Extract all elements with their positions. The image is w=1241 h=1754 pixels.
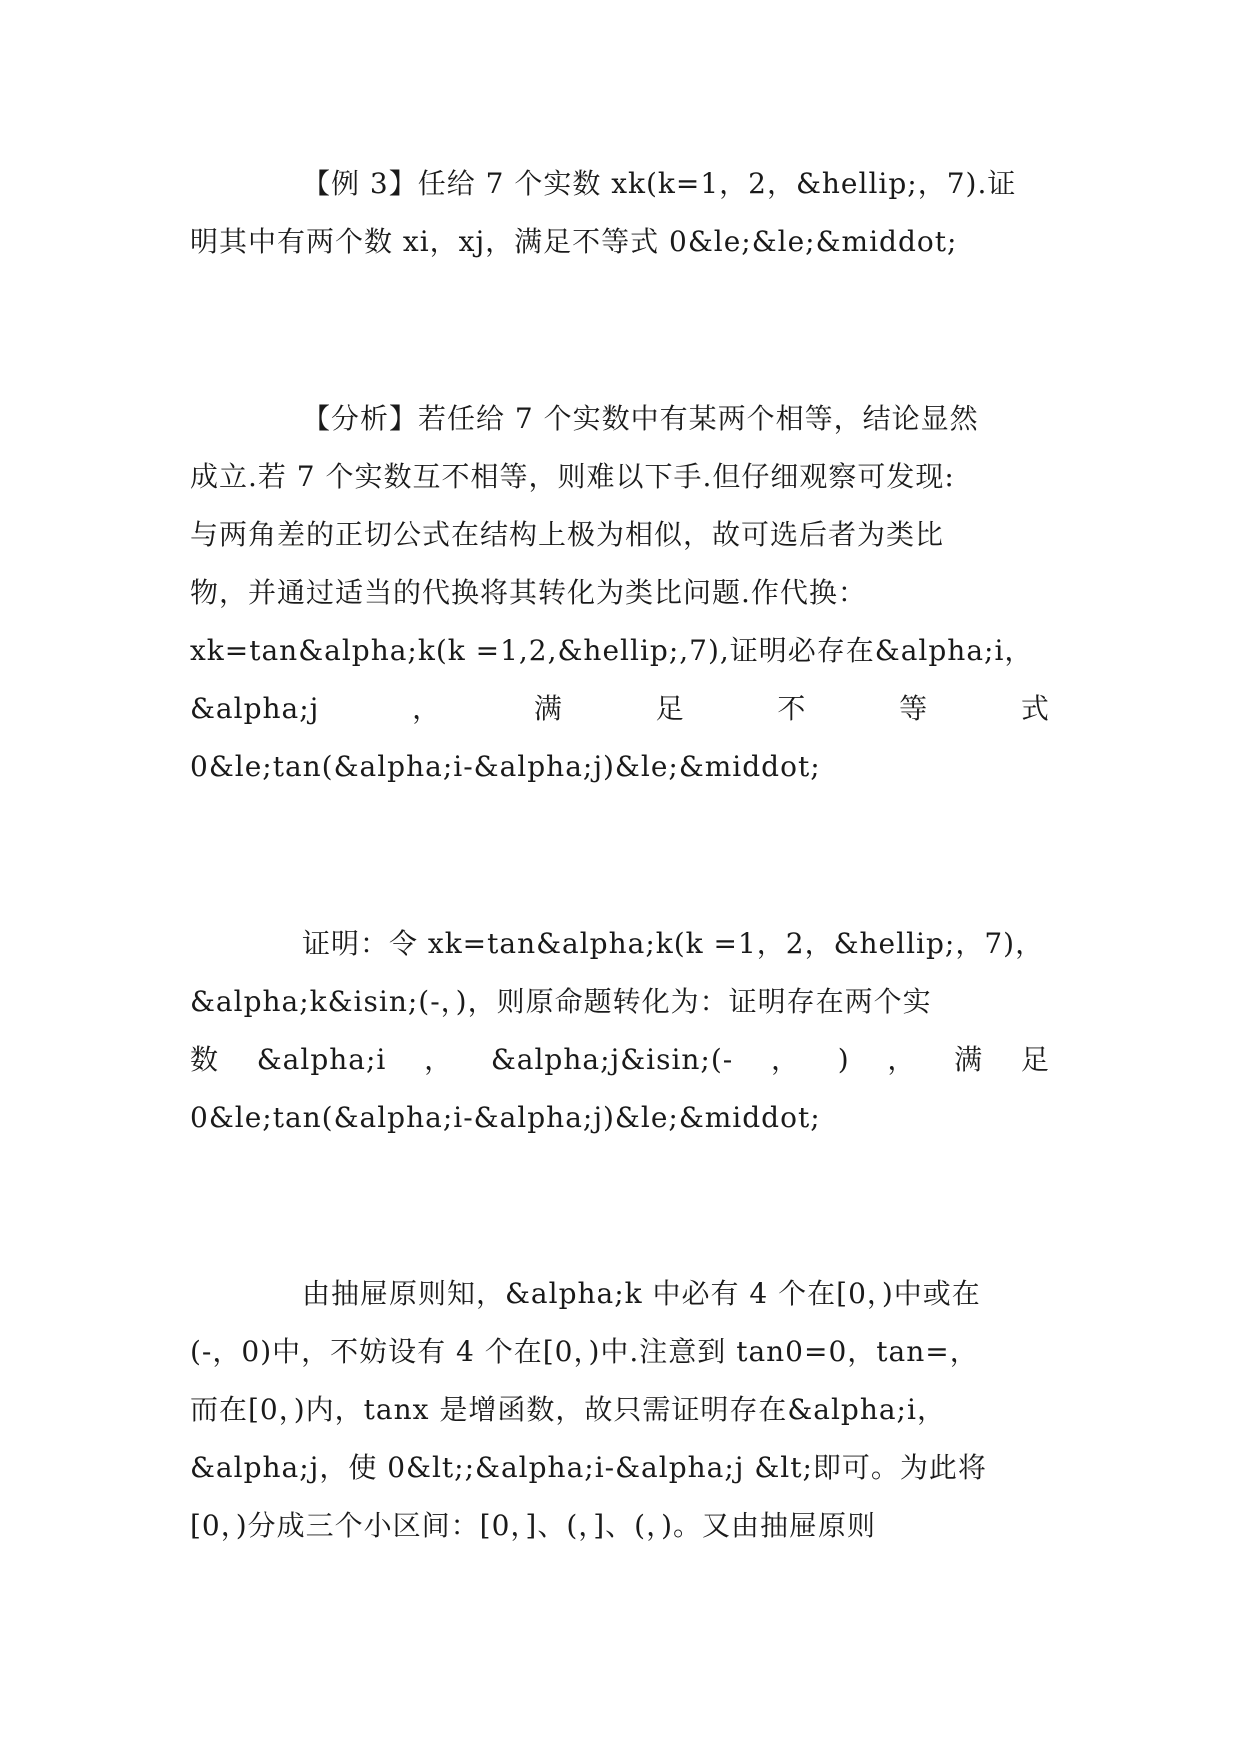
paragraph-line: 而在[0，)内，tanx 是增函数，故只需证明存在&alpha;i， (190, 1393, 946, 1426)
line-token: ， (887, 1043, 917, 1076)
paragraph-line: &alpha;k&isin;(-，)，则原命题转化为：证明存在两个实 (190, 985, 932, 1018)
line-token: &alpha;j (190, 692, 320, 725)
line-token: ， (412, 692, 442, 725)
proof-paragraph (190, 915, 1050, 1147)
paragraph-line: 与两角差的正切公式在结构上极为相似，故可选后者为类比 (190, 518, 945, 551)
line-token: 满 (954, 1043, 984, 1076)
paragraph-line: 成立.若 7 个实数互不相等，则难以下手.但仔细观察可发现: (190, 460, 955, 493)
analysis-paragraph (190, 390, 1050, 796)
line-token: 足 (655, 692, 685, 725)
paragraph-line: 明其中有两个数 xi，xj，满足不等式 0&le;&le;&middot; (190, 225, 958, 258)
line-token: 数 (190, 1043, 220, 1076)
paragraph-line: [0，)分成三个小区间：[0，]、(，]、(，)。又由抽屉原则 (190, 1509, 877, 1542)
paragraph-line: 【分析】若任给 7 个实数中有某两个相等，结论显然 (302, 402, 979, 435)
paragraph-line: 0&le;tan(&alpha;i-&alpha;j)&le;&middot; (190, 750, 821, 783)
example-paragraph (190, 155, 1050, 271)
paragraph-line: 物，并通过适当的代换将其转化为类比问题.作代换： (190, 576, 867, 609)
line-token: 不 (777, 692, 807, 725)
paragraph-line: xk=tan&alpha;k(k =1,2,&hellip;,7),证明必存在&alpha;i， (190, 634, 1034, 667)
line-token: ) (837, 1043, 850, 1076)
pigeonhole-paragraph (190, 1265, 1050, 1555)
paragraph-line: 证明：令 xk=tan&alpha;k(k =1，2，&hellip;，7)， (302, 927, 1045, 960)
line-token: ， (424, 1043, 454, 1076)
paragraph-line: &alpha;j，使 0&lt;;&alpha;i-&alpha;j &lt;即可。为此将 (190, 1451, 987, 1484)
justified-paragraph-line (190, 680, 1050, 738)
paragraph-line: 【例 3】任给 7 个实数 xk(k=1，2，&hellip;，7).证 (302, 167, 1017, 200)
paragraph-line: (-，0)中，不妨设有 4 个在[0，)中.注意到 tan0=0，tan=， (190, 1335, 979, 1368)
line-token: 等 (899, 692, 929, 725)
line-token: 式 (1020, 692, 1050, 725)
line-token: &alpha;j&isin;(- (490, 1043, 734, 1076)
line-token: 满 (533, 692, 563, 725)
paragraph-line: 由抽屉原则知，&alpha;k 中必有 4 个在[0，)中或在 (302, 1277, 981, 1310)
line-token: &alpha;i (256, 1043, 387, 1076)
justified-paragraph-line (190, 1031, 1050, 1089)
line-token: ， (771, 1043, 801, 1076)
paragraph-line: 0&le;tan(&alpha;i-&alpha;j)&le;&middot; (190, 1101, 821, 1134)
line-token: 足 (1020, 1043, 1050, 1076)
